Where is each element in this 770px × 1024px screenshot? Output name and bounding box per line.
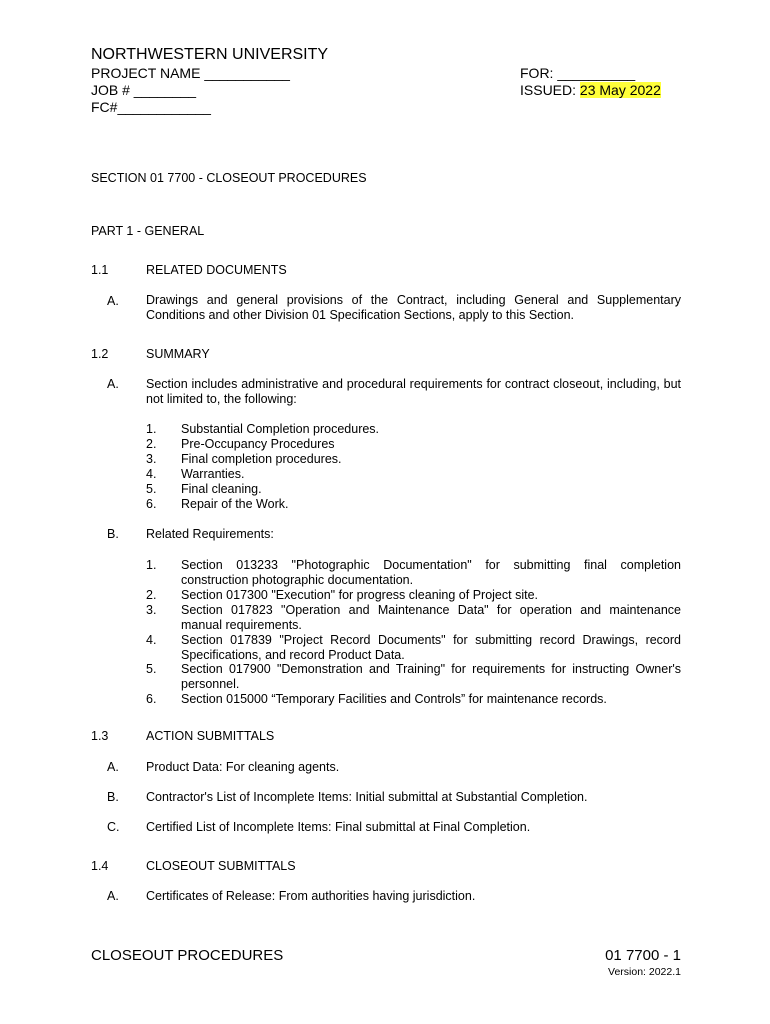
- list-item: Final cleaning.: [181, 482, 262, 496]
- issued-field: [520, 82, 661, 98]
- list-item-number: 2.: [146, 437, 157, 451]
- paragraph-letter: A.: [107, 294, 119, 308]
- for-field: FOR: __________: [520, 65, 636, 81]
- article-title: ACTION SUBMITTALS: [146, 729, 275, 743]
- article-number: 1.3: [91, 729, 109, 743]
- article-number: 1.2: [91, 347, 109, 361]
- paragraph-letter: C.: [107, 820, 120, 834]
- paragraph-letter: A.: [107, 377, 119, 391]
- footer-version: Version: 2022.1: [608, 966, 681, 978]
- paragraph-letter: B.: [107, 790, 119, 804]
- article-number: 1.1: [91, 263, 109, 277]
- list-item-number: 3.: [146, 603, 157, 617]
- job-number-field: JOB # ________: [91, 82, 197, 98]
- paragraph-text: Related Requirements:: [146, 527, 274, 541]
- part-heading: PART 1 - GENERAL: [91, 224, 205, 238]
- university-name: NORTHWESTERN UNIVERSITY: [91, 46, 329, 63]
- list-item-number: 3.: [146, 452, 157, 466]
- footer-page-number: 01 7700 - 1: [605, 947, 681, 964]
- article-title: SUMMARY: [146, 347, 210, 361]
- paragraph-letter: A.: [107, 889, 119, 903]
- list-item: Repair of the Work.: [181, 497, 289, 511]
- paragraph-letter: A.: [107, 760, 119, 774]
- footer-title: CLOSEOUT PROCEDURES: [91, 947, 284, 964]
- list-item-number: 5.: [146, 482, 157, 496]
- list-item: Pre-Occupancy Procedures: [181, 437, 335, 451]
- article-title: RELATED DOCUMENTS: [146, 263, 287, 277]
- paragraph-text: Certificates of Release: From authorities having jurisdiction.: [146, 889, 476, 903]
- list-item-number: 4.: [146, 467, 157, 481]
- list-item: Section 013233 "Photographic Documentation" for submitting final completion construction photographic documentation.: [181, 558, 681, 587]
- paragraph-text: Section includes administrative and procedural requirements for contract closeout, including, but not limited to, the following:: [146, 377, 681, 406]
- list-item: Warranties.: [181, 467, 245, 481]
- fc-number-field: FC#____________: [91, 99, 211, 115]
- issued-date: 23 May 2022: [579, 82, 661, 98]
- list-item: Section 017839 "Project Record Documents" for submitting record Drawings, record Specifications, and record Product Data.: [181, 633, 681, 662]
- issued-label: ISSUED:: [520, 82, 577, 98]
- project-name-field: PROJECT NAME ___________: [91, 65, 290, 81]
- paragraph-text: Product Data: For cleaning agents.: [146, 760, 340, 774]
- list-item-number: 1.: [146, 422, 157, 436]
- list-item: Final completion procedures.: [181, 452, 342, 466]
- paragraph-text: Certified List of Incomplete Items: Final submittal at Final Completion.: [146, 820, 531, 834]
- paragraph-letter: B.: [107, 527, 119, 541]
- list-item: Section 017823 "Operation and Maintenance Data" for operation and maintenance manual requirements.: [181, 603, 681, 632]
- list-item: Section 015000 “Temporary Facilities and Controls” for maintenance records.: [181, 692, 607, 706]
- section-title: SECTION 01 7700 - CLOSEOUT PROCEDURES: [91, 171, 367, 185]
- list-item-number: 1.: [146, 558, 157, 572]
- article-title: CLOSEOUT SUBMITTALS: [146, 859, 296, 873]
- list-item-number: 4.: [146, 633, 157, 647]
- list-item-number: 6.: [146, 692, 157, 706]
- list-item-number: 2.: [146, 588, 157, 602]
- list-item-number: 6.: [146, 497, 157, 511]
- paragraph-text: Contractor's List of Incomplete Items: Initial submittal at Substantial Completion.: [146, 790, 588, 804]
- list-item: Substantial Completion procedures.: [181, 422, 380, 436]
- list-item: Section 017300 "Execution" for progress cleaning of Project site.: [181, 588, 538, 602]
- article-number: 1.4: [91, 859, 109, 873]
- list-item: Section 017900 "Demonstration and Training" for requirements for instructing Owner's personnel.: [181, 662, 681, 691]
- list-item-number: 5.: [146, 662, 157, 676]
- paragraph-text: Drawings and general provisions of the Contract, including General and Supplementary Conditions and other Division 01 Specification Sections, apply to this Section.: [146, 293, 681, 322]
